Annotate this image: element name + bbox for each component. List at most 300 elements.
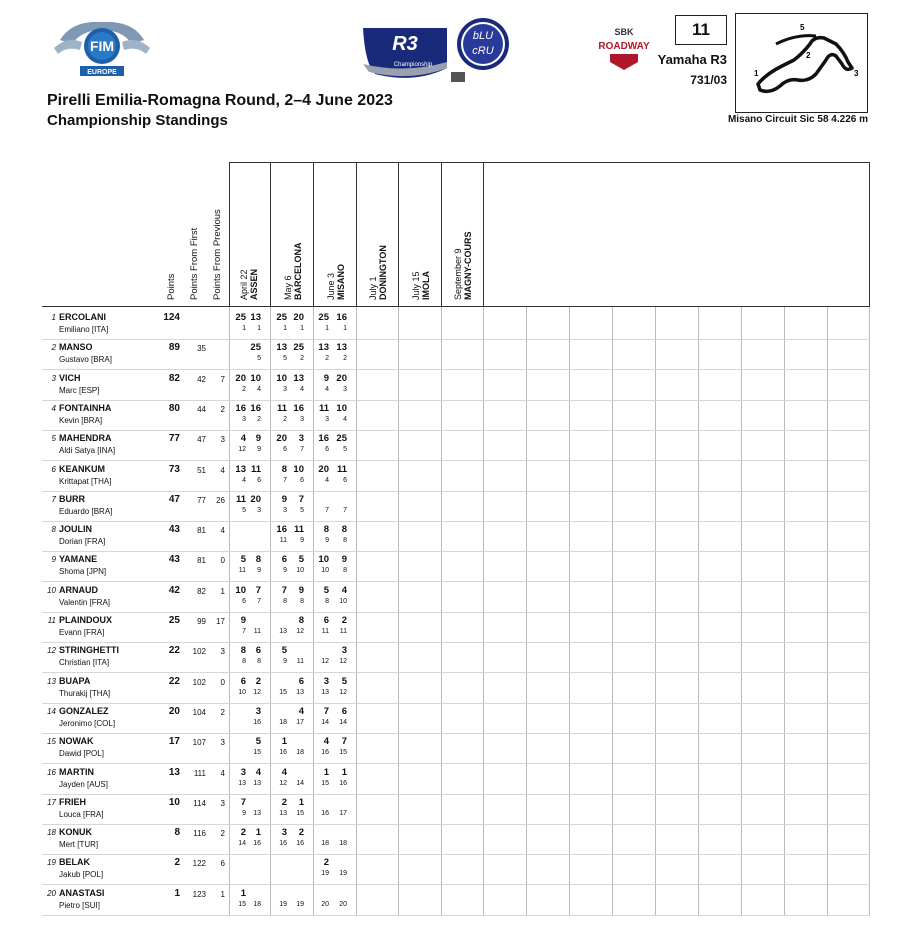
race-points: 7	[323, 705, 329, 717]
race-points: 20	[336, 372, 347, 384]
round-number: 11	[692, 20, 710, 39]
race-points: 13	[250, 312, 261, 323]
rider-nationality: [FRA]	[84, 537, 106, 547]
race-position: 3	[242, 415, 246, 423]
race-points: 3	[240, 766, 246, 778]
rider-points: 17	[168, 736, 180, 748]
rider-firstname-nat	[59, 477, 111, 486]
rider-nationality: [ESP]	[79, 385, 100, 395]
race-position: 4	[242, 476, 246, 484]
race-points: 1	[240, 887, 246, 899]
race-position: 8	[325, 597, 329, 605]
race-points: 1	[298, 796, 304, 808]
rider-firstname-nat	[59, 325, 108, 334]
svg-text:SBK: SBK	[614, 27, 634, 37]
race-points: 20	[276, 433, 287, 445]
rider-points: 13	[168, 766, 180, 778]
svg-text:1: 1	[754, 69, 759, 78]
rider-surname: KONUK	[59, 827, 92, 838]
rider-nationality: [INA]	[97, 446, 116, 456]
rider-surname: NOWAK	[59, 736, 94, 747]
rider-nationality: [TUR]	[77, 840, 99, 850]
race-position: 9	[242, 809, 246, 817]
points-from-previous: 2	[220, 829, 225, 839]
rider-surname: YAMANE	[59, 554, 98, 565]
race-position: 2	[242, 385, 246, 393]
race-points: 4	[240, 433, 246, 445]
race-position: 16	[321, 749, 329, 757]
race-position: 5	[283, 355, 287, 363]
race-position: 2	[283, 415, 287, 423]
race-position: 18	[253, 900, 261, 908]
race-position: 5	[300, 506, 304, 514]
race-position: 6	[242, 597, 246, 605]
rider-surname: ARNAUD	[59, 584, 98, 595]
rider-firstname-nat	[59, 537, 105, 546]
points-from-previous: 3	[220, 798, 225, 808]
table-row	[42, 642, 870, 673]
rider-firstname: Dorian	[59, 537, 83, 547]
rider-nationality: [POL]	[82, 870, 104, 880]
race-position: 16	[339, 779, 347, 787]
race-points: 3	[255, 705, 261, 717]
race-points: 6	[240, 675, 246, 687]
race-position: 3	[283, 506, 287, 514]
race-points: 10	[276, 372, 287, 384]
race-position: 18	[296, 749, 304, 757]
table-row	[42, 733, 870, 764]
round-divider	[229, 162, 230, 307]
circuit-map-icon	[736, 14, 866, 111]
column-header-from-previous: Points From Previous	[212, 209, 223, 300]
points-from-first: 102	[192, 677, 206, 687]
table-row	[42, 491, 870, 522]
rider-firstname: Krittapat	[59, 476, 89, 486]
race-position: 20	[321, 900, 329, 908]
points-from-previous: 0	[220, 677, 225, 687]
rider-points: 124	[163, 312, 180, 323]
rider-position: 20	[47, 888, 56, 898]
race-points: 9	[240, 615, 246, 626]
race-points: 3	[341, 645, 347, 657]
table-row	[42, 885, 870, 916]
race-position: 11	[238, 567, 246, 575]
table-row	[42, 673, 870, 704]
rider-firstname: Marc	[59, 385, 77, 395]
points-from-previous: 3	[220, 647, 225, 657]
race-position: 7	[343, 506, 347, 514]
rider-position: 9	[51, 555, 56, 565]
rider-position: 7	[51, 494, 56, 504]
race-points: 1	[341, 766, 347, 778]
table-row	[42, 551, 870, 582]
rider-firstname: Jeronimo	[59, 718, 92, 728]
race-position: 12	[296, 628, 304, 635]
race-position: 2	[325, 355, 329, 363]
race-position: 6	[257, 476, 261, 484]
rider-nationality: [POL]	[83, 749, 104, 759]
race-points: 16	[235, 402, 246, 414]
round-divider	[441, 162, 442, 307]
race-points: 25	[336, 433, 347, 445]
race-points: 4	[255, 766, 261, 778]
race-points: 13	[276, 342, 287, 354]
rider-firstname: Thurakij	[59, 688, 88, 698]
round-divider	[483, 162, 484, 307]
race-position: 13	[253, 779, 261, 787]
rider-firstname: Valentin	[59, 597, 88, 607]
race-position: 12	[238, 446, 246, 454]
race-position: 14	[339, 718, 347, 726]
rider-firstname: Emiliano	[59, 325, 90, 334]
race-points: 11	[293, 524, 304, 536]
race-position: 4	[325, 476, 329, 484]
rider-points: 1	[174, 887, 180, 899]
page-subtitle: Championship Standings	[47, 112, 228, 129]
race-position: 16	[296, 840, 304, 848]
rider-firstname-nat	[59, 780, 108, 789]
points-from-previous: 0	[220, 556, 225, 566]
race-position: 5	[242, 506, 246, 514]
rider-points: 22	[168, 645, 180, 657]
race-points: 5	[341, 675, 347, 687]
rider-firstname-nat	[59, 749, 104, 758]
rider-surname: BUAPA	[59, 675, 91, 686]
points-from-previous: 3	[220, 738, 225, 748]
race-position: 17	[339, 809, 347, 817]
rider-position: 1	[51, 313, 56, 322]
race-position: 12	[253, 688, 261, 696]
race-position: 13	[279, 628, 287, 635]
race-points: 25	[293, 342, 304, 354]
rider-nationality: [FRA]	[89, 597, 111, 607]
svg-text:FIM: FIM	[89, 38, 115, 54]
rider-points: 89	[168, 342, 180, 354]
points-from-first: 114	[193, 798, 206, 808]
round-divider	[313, 162, 314, 307]
rider-position: 16	[47, 767, 56, 777]
race-position: 16	[279, 749, 287, 757]
race-position: 19	[321, 870, 329, 878]
table-row	[42, 794, 870, 825]
rider-nationality: [BRA]	[81, 415, 103, 425]
round-number-box	[675, 15, 727, 45]
table-row	[42, 582, 870, 613]
race-points: 16	[276, 524, 287, 536]
race-points: 20	[293, 312, 304, 323]
rider-nationality: [AUS]	[87, 779, 108, 789]
round-header: September 9 MAGNY-COURS	[453, 231, 473, 300]
points-from-first: 107	[192, 738, 206, 748]
class-name: Yamaha R3	[657, 52, 727, 67]
race-points: 10	[293, 463, 304, 475]
race-position: 13	[321, 688, 329, 696]
race-points: 7	[281, 584, 287, 596]
race-points: 16	[318, 433, 329, 445]
race-position: 12	[339, 688, 347, 696]
points-from-first: 51	[197, 465, 206, 475]
rider-surname: FONTAINHA	[59, 402, 112, 413]
race-points: 8	[240, 645, 246, 657]
rider-surname: FRIEH	[59, 796, 86, 807]
race-position: 1	[300, 325, 304, 332]
header-bottom-line	[42, 306, 870, 307]
race-position: 9	[325, 537, 329, 545]
race-position: 11	[296, 658, 304, 666]
race-points: 13	[235, 463, 246, 475]
points-from-previous: 7	[220, 374, 225, 384]
points-from-first: 82	[197, 586, 206, 596]
circuit-caption: Misano Circuit Sic 58 4.226 m	[727, 114, 868, 125]
rider-firstname: Jayden	[59, 779, 85, 789]
rider-points: 43	[168, 554, 180, 566]
race-position: 19	[279, 900, 287, 908]
rider-firstname-nat	[59, 810, 103, 819]
race-position: 2	[257, 415, 261, 423]
race-points: 16	[336, 312, 347, 323]
race-position: 7	[283, 476, 287, 484]
circuit-map	[735, 13, 868, 113]
race-position: 19	[339, 870, 347, 878]
race-position: 18	[339, 840, 347, 848]
round-header: April 22 ASSEN	[239, 268, 259, 300]
race-points: 16	[293, 402, 304, 414]
rider-position: 5	[51, 434, 56, 444]
rider-firstname: Mert	[59, 840, 75, 850]
race-points: 6	[341, 705, 347, 717]
race-position: 18	[279, 718, 287, 726]
rider-nationality: [FRA]	[83, 809, 104, 819]
race-position: 8	[257, 658, 261, 666]
race-position: 5	[257, 355, 261, 363]
rider-position: 15	[47, 737, 56, 747]
race-points: 11	[276, 402, 287, 414]
rider-firstname-nat	[59, 507, 112, 516]
race-points: 6	[298, 675, 304, 687]
table-row	[42, 612, 870, 643]
points-from-previous: 4	[220, 465, 225, 475]
race-points: 2	[298, 827, 304, 839]
race-points: 5	[298, 554, 304, 566]
race-position: 14	[238, 840, 246, 848]
race-position: 14	[321, 718, 329, 726]
rider-surname: GONZALEZ	[59, 705, 109, 716]
round-divider	[869, 162, 870, 307]
table-row	[42, 764, 870, 795]
points-from-previous: 2	[220, 404, 225, 414]
round-header: July 1 DONINGTON	[368, 245, 388, 300]
race-position: 16	[253, 840, 261, 848]
race-position: 7	[300, 446, 304, 454]
svg-text:bLU: bLU	[472, 30, 494, 42]
rider-firstname: Christian	[59, 658, 91, 668]
race-points: 2	[323, 857, 329, 869]
race-points: 13	[293, 372, 304, 384]
table-row	[42, 703, 870, 734]
svg-text:Championship: Championship	[393, 62, 433, 68]
race-position: 9	[300, 537, 304, 545]
race-points: 11	[250, 463, 261, 475]
rider-surname: KEANKUM	[59, 463, 105, 474]
rider-firstname: Jakub	[59, 870, 81, 880]
svg-text:cRU: cRU	[472, 45, 494, 57]
race-position: 10	[238, 688, 246, 696]
points-from-first: 123	[192, 889, 206, 899]
race-position: 12	[339, 658, 347, 666]
document-code: 731/03	[690, 73, 727, 87]
points-from-first: 44	[197, 404, 206, 414]
race-points: 25	[318, 312, 329, 323]
rider-surname: STRINGHETTI	[59, 645, 119, 656]
race-points: 9	[323, 372, 329, 384]
column-header-points: Points	[166, 273, 177, 300]
race-points: 9	[255, 433, 261, 445]
round-header: May 6 BARCELONA	[283, 242, 303, 300]
race-points: 13	[336, 342, 347, 354]
rider-surname: MANSO	[59, 342, 93, 353]
rider-surname: MAHENDRA	[59, 433, 112, 444]
race-position: 8	[343, 567, 347, 575]
points-from-first: 42	[197, 374, 206, 384]
rider-position: 13	[47, 676, 56, 686]
race-position: 1	[257, 325, 261, 332]
fim-europe-logo	[52, 18, 152, 80]
race-points: 25	[250, 342, 261, 354]
race-points: 7	[298, 493, 304, 505]
rider-points: 43	[168, 524, 180, 536]
header-top-line	[229, 162, 870, 163]
race-points: 5	[240, 554, 246, 566]
rider-points: 42	[168, 584, 180, 596]
race-points: 1	[255, 827, 261, 839]
table-row	[42, 370, 870, 401]
table-row	[42, 430, 870, 461]
race-position: 1	[283, 325, 287, 332]
race-points: 4	[281, 766, 287, 778]
race-position: 12	[321, 658, 329, 666]
race-position: 7	[242, 628, 246, 635]
race-position: 11	[253, 628, 261, 635]
points-from-previous: 4	[220, 768, 225, 778]
round-divider	[270, 162, 271, 307]
race-points: 2	[255, 675, 261, 687]
race-position: 8	[343, 537, 347, 545]
race-points: 8	[255, 554, 261, 566]
table-row	[42, 854, 870, 885]
points-from-first: 111	[193, 768, 206, 778]
rider-points: 77	[168, 433, 180, 445]
race-position: 15	[238, 900, 246, 908]
rider-firstname: Pietro	[59, 900, 80, 910]
race-points: 3	[298, 433, 304, 445]
points-from-first: 99	[197, 617, 206, 626]
race-position: 13	[279, 809, 287, 817]
rider-nationality: [THA]	[91, 476, 112, 486]
rider-surname: BELAK	[59, 857, 90, 868]
table-row	[42, 521, 870, 552]
svg-text:EUROPE: EUROPE	[87, 69, 117, 76]
rider-position: 12	[47, 646, 56, 656]
race-position: 20	[339, 900, 347, 908]
race-points: 1	[323, 766, 329, 778]
race-position: 18	[321, 840, 329, 848]
rider-nationality: [JPN]	[86, 567, 107, 577]
rider-firstname-nat	[59, 598, 110, 607]
race-position: 15	[279, 688, 287, 696]
race-points: 2	[281, 796, 287, 808]
race-position: 1	[325, 325, 329, 332]
svg-text:3: 3	[854, 69, 859, 78]
race-position: 7	[325, 506, 329, 514]
svg-text:R3: R3	[392, 33, 418, 55]
race-points: 25	[235, 312, 246, 323]
page-title: Pirelli Emilia-Romagna Round, 2–4 June 2023	[47, 92, 393, 109]
race-points: 20	[235, 372, 246, 384]
rider-firstname-nat	[59, 870, 103, 879]
points-from-previous: 6	[220, 859, 225, 869]
race-position: 6	[325, 446, 329, 454]
rider-firstname: Eduardo	[59, 506, 90, 516]
points-from-first: 77	[197, 495, 206, 505]
race-position: 16	[253, 718, 261, 726]
race-position: 16	[279, 840, 287, 848]
race-points: 20	[250, 493, 261, 505]
race-points: 8	[341, 524, 347, 536]
race-position: 1	[343, 325, 347, 332]
race-position: 13	[253, 809, 261, 817]
points-from-first: 35	[197, 344, 206, 354]
table-row	[42, 824, 870, 855]
race-points: 10	[250, 372, 261, 384]
rider-nationality: [BRA]	[91, 355, 112, 365]
race-position: 6	[343, 476, 347, 484]
points-from-first: 116	[193, 829, 206, 839]
table-row	[42, 400, 870, 431]
race-points: 8	[281, 463, 287, 475]
race-points: 13	[318, 342, 329, 354]
table-row	[42, 339, 870, 370]
points-from-first: 47	[197, 435, 206, 445]
points-from-first: 122	[192, 859, 206, 869]
rider-position: 10	[47, 585, 56, 595]
race-position: 10	[296, 567, 304, 575]
points-from-previous: 3	[220, 435, 225, 445]
points-from-previous: 1	[220, 889, 225, 899]
rider-position: 2	[51, 343, 56, 353]
rider-firstname: Kevin	[59, 415, 80, 425]
svg-text:ROADWAY: ROADWAY	[598, 41, 650, 52]
rider-firstname: Gustavo	[59, 355, 89, 365]
rider-firstname: Aldi Satya	[59, 446, 96, 456]
points-from-previous: 26	[216, 495, 225, 505]
race-points: 10	[235, 584, 246, 596]
race-points: 11	[235, 493, 246, 505]
points-from-previous: 17	[216, 617, 225, 626]
race-position: 6	[283, 446, 287, 454]
round-divider	[356, 162, 357, 307]
points-from-first: 81	[197, 526, 206, 536]
rider-firstname-nat	[59, 416, 102, 425]
rider-nationality: [FRA]	[83, 628, 105, 637]
race-position: 3	[300, 415, 304, 423]
rider-points: 80	[168, 402, 180, 414]
rider-firstname-nat	[59, 386, 99, 395]
rider-position: 6	[51, 464, 56, 474]
rider-firstname-nat	[59, 446, 115, 455]
rider-position: 19	[47, 858, 56, 868]
rider-firstname-nat	[59, 719, 115, 728]
race-points: 10	[336, 402, 347, 414]
